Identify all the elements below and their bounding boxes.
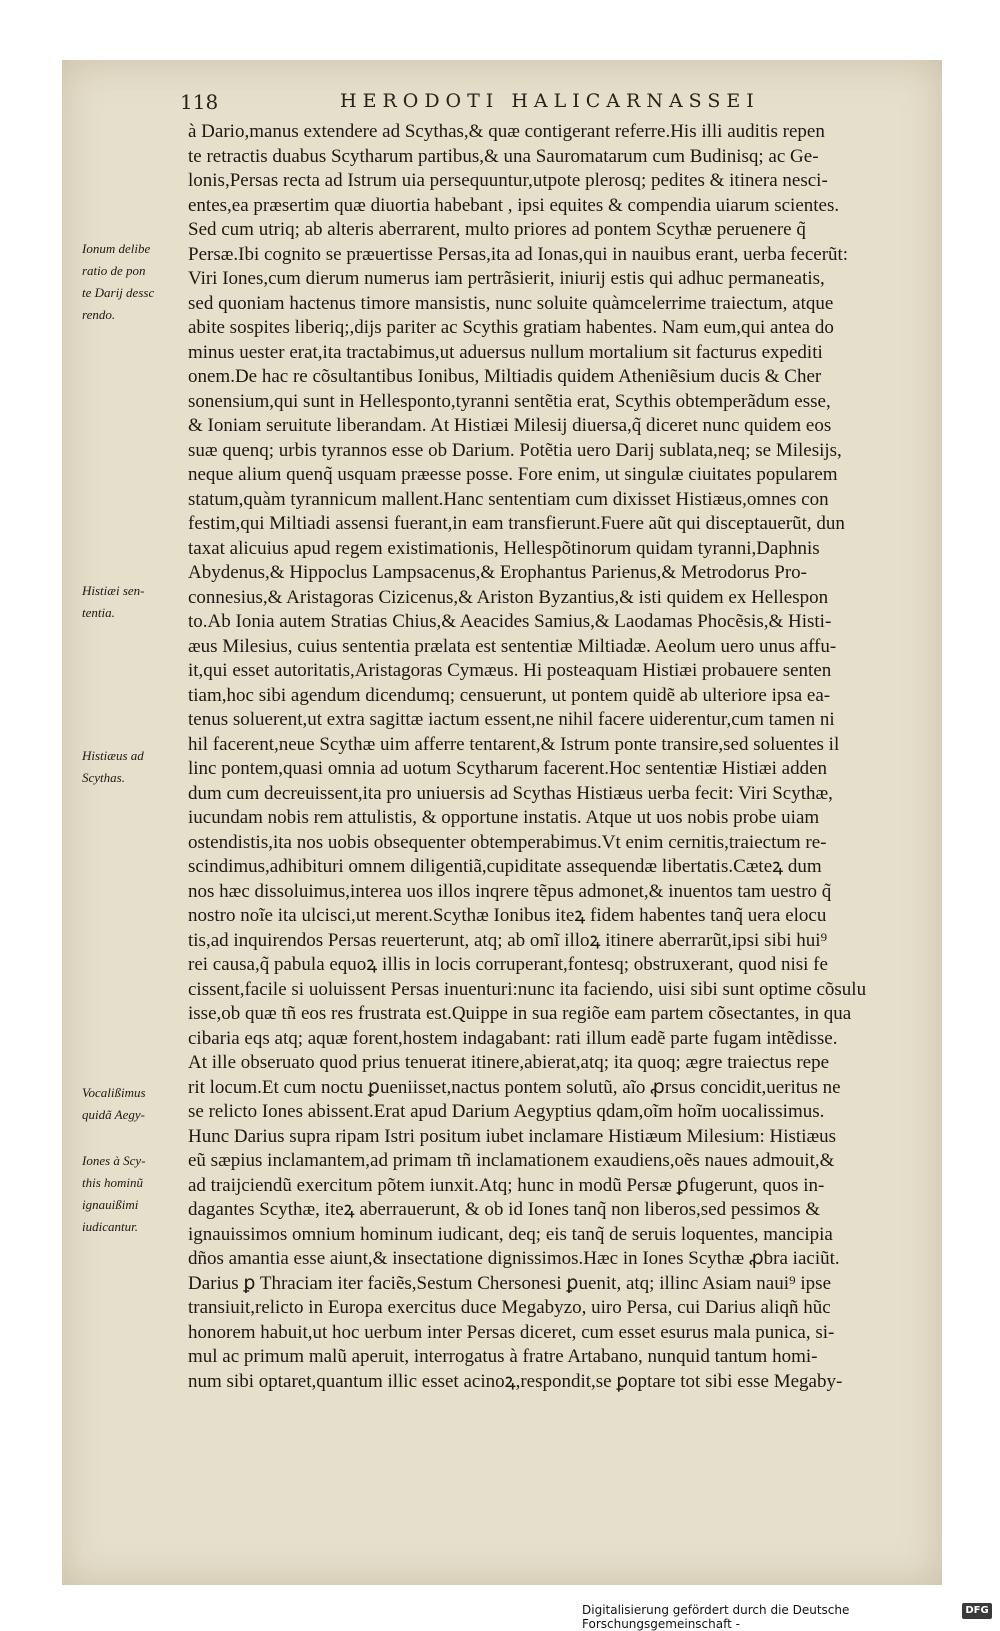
text-line: dagantes Scythæ, iteꝝ aberrauerunt, & ob id Iones tanq̃ non liberos,sed pessimos & [188, 1199, 821, 1220]
marginal-note-line: ignauißimi [82, 1197, 139, 1212]
text-line: scindimus,adhibituri omnem diligentiã,cupiditate assequendæ libertatis.Cæteꝝ dum [188, 856, 822, 877]
text-line: ostendistis,ita nos uobis obsequenter obtemperabimus.Vt enim cernitis,traiectum re- [188, 831, 827, 853]
text-line: suæ quenq; urbis tyrannos esse ob Darium. Potẽtia uero Darij sublata,neq; se Milesijs, [188, 439, 842, 461]
footer-bar [570, 1600, 1000, 1631]
text-line: onem.De hac re cõsultantibus Ionibus, Miltiadis quidem Atheniẽsium ducis & Cher [188, 366, 822, 387]
text-line: eũ sæpius inclamantem,ad primam tñ inclamationem exaudiens,oẽs naues admouit,& [188, 1150, 835, 1171]
marginal-note [82, 238, 182, 326]
text-line: tiam,hoc sibi agendum dicendumq; censuerunt, ut pontem quidẽ ab ulteriore ipsa ea- [188, 684, 831, 706]
text-line: à Dario,manus extendere ad Scythas,& quæ contigerant referre.His illi auditis repen [188, 121, 825, 142]
text-line: rit locum.Et cum noctu ꝑueniisset,nactus pontem solutũ, aĩo ꝓrsus concidit,ueritus ne [188, 1076, 841, 1098]
marginal-note [82, 580, 182, 624]
text-line: Hunc Darius supra ripam Istri positum iubet inclamare Histiæum Milesium: Histiæus [188, 1125, 837, 1147]
text-line: cissent,facile si uoluissent Persas inuenturi:nunc ita faciendo, uisi sibi sunt optime cõsulu [188, 978, 867, 1000]
marginal-note [82, 745, 182, 789]
text-line: tis,ad inquirendos Persas reuerterunt, atq; ab omĩ illoꝝ itinere aberrarũt,ipsi sibi hui⁹ [188, 929, 828, 951]
text-line: rei causa,q̃ pabula equoꝝ illis in locis corruperant,fontesq; obstruxerant, quod nisi fe [188, 954, 828, 975]
text-line: hil facerent,neue Scythæ uim afferre tentarent,& Istrum ponte transire,sed soluentes il [188, 733, 840, 755]
text-line: nos hæc dissoluimus,interea uos illos inqrere tẽpus admonet,& inuentos tam uestro q̃ [188, 880, 832, 902]
text-line: entes,ea præsertim quæ diuortia habebant , ipsi equites & compendia uiarum scientes. [188, 194, 840, 216]
text-line: sonensium,qui sunt in Hellesponto,tyranni sentẽtia erat, Scythis obtemperãdum esse, [188, 390, 831, 412]
running-title: HERODOTI HALICARNASSEI [340, 90, 760, 112]
text-line: nostro noĩe ita ulcisci,ut merent.Scythæ Ionibus iteꝝ fidem habentes tanq̃ uera elocu [188, 905, 827, 926]
body-text [188, 120, 913, 1392]
text-line: æus Milesius, cuius sententia prælata est sententiæ Miltiadæ. Aeolum uero unus affu- [188, 635, 837, 657]
text-line: Abydenus,& Hippoclus Lampsacenus,& Erophantus Parienus,& Metrodorus Pro- [188, 562, 807, 583]
text-line: abite sospites liberiq;,dijs pariter ac Scythis gratiam habentes. Nam eum,qui antea do [188, 317, 834, 338]
marginal-note-line: Ionum delibe [82, 241, 151, 256]
text-line: linc pontem,quasi omnia ad uotum Scytharum facerent.Hoc sententiæ Histiæi adden [188, 758, 827, 779]
text-line: Darius ꝑ Thraciam iter faciẽs,Sestum Chersonesi ꝑuenit, atq; illinc Asiam naui⁹ ipse [188, 1272, 832, 1294]
marginal-note-line: this hominũ [82, 1175, 144, 1190]
text-line: At ille obseruato quod prius tenuerat itinere,abierat,atq; ita quoq; ægre traiectus repe [188, 1052, 830, 1073]
text-line: se relicto Iones abissent.Erat apud Darium Aegyptius qdam,oĩm hoĩm uocalissimus. [188, 1101, 825, 1122]
text-line: lonis,Persas recta ad Istrum uia persequuntur,utpote plerosq; pedites & itinera nesci- [188, 170, 828, 191]
marginal-note-line: tentia. [82, 605, 115, 620]
text-line: num sibi optaret,quantum illic esset acinoꝝ,respondit,se ꝑoptare tot sibi esse Megaby- [188, 1370, 843, 1392]
text-line: tenus soluerent,ut extra sagittæ iactum essent,ne nihil facere uiderentur,cum tamen ni [188, 709, 835, 730]
marginal-note-line: Scythas. [82, 770, 125, 785]
text-line: iucundam nobis rem attulistis, & opportune instatis. Atque ut uos nobis probe uiam [188, 807, 820, 828]
text-line: transiuit,relicto in Europa exercitus duce Megabyzo, uiro Persa, cui Darius aliqñ hũc [188, 1297, 831, 1318]
marginal-note-line: iudicantur. [82, 1219, 138, 1234]
text-line: sed quoniam hactenus timore mansistis, nunc soluite quàmcelerrime traiectum, atque [188, 292, 834, 314]
marginal-note-line: te Darij dessc [82, 285, 155, 300]
text-line: minus uester erat,ita tractabimus,ut aduersus nullum mortalium sit facturus expediti [188, 341, 823, 363]
text-line: & Ioniam seruitute liberandam. At Histiæi Milesij diuersa,q̃ diceret nunc quidem eos [188, 415, 832, 436]
marginal-note-line: Histiæus ad [82, 748, 144, 763]
text-line: honorem habuit,ut hoc uerbum inter Persas diceret, cum esset esurus mala punica, si- [188, 1321, 835, 1343]
marginal-note-line: quidã Aegy- [82, 1107, 145, 1122]
text-line: dum cum decreuissent,ita pro uniuersis ad Scythas Histiæus uerba fecit: Viri Scythæ, [188, 782, 833, 804]
marginal-note-line: Vocalißimus [82, 1085, 146, 1100]
text-line: Persæ.Ibi cognito se præuertisse Persas,ita ad Ionas,qui in nauibus erant, uerba fecerũt: [188, 243, 849, 265]
text-line: it,qui esset autoritatis,Aristagoras Cymæus. Hi posteaquam Histiæi probauere senten [188, 660, 832, 681]
text-line: te retractis duabus Scytharum partibus,& una Sauromatarum cum Budinisq; ac Ge- [188, 145, 819, 167]
marginal-note [82, 1150, 182, 1238]
text-line: festim,qui Miltiadi assensi fuerant,in eam transfierunt.Fuere aũt qui disceptauerũt, dun [188, 513, 845, 534]
text-line: mul ac primum malũ aperuit, interrogatus à fratre Artabano, nunquid tantum homi- [188, 1346, 818, 1367]
marginal-note [82, 1082, 182, 1126]
page-header [180, 90, 900, 116]
text-line: to.Ab Ionia autem Stratias Chius,& Aeacides Samius,& Laodamas Phocẽsis,& Histi- [188, 611, 832, 632]
text-line: neque alium quenq̃ usquam præesse posse. Fore enim, ut singulæ ciuitates popularem [188, 464, 838, 485]
text-line: statum,quàm tyrannicum mallent.Hanc sententiam cum dixisset Histiæus,omnes con [188, 488, 829, 510]
text-line: connesius,& Aristagoras Cizicenus,& Ariston Byzantius,& isti quidem ex Hellespon [188, 586, 829, 608]
text-line: cibaria eqs atq; aquæ forent,hostem indagabant: rati illum eadẽ parte fugam intẽdisse. [188, 1027, 838, 1049]
page-number: 118 [180, 90, 219, 114]
text-line: ad traijciendũ exercitum põtem iunxit.Atq; hunc in modũ Persæ ꝑfugerunt, quos in- [188, 1174, 825, 1196]
footer-text: Digitalisierung gefördert durch die Deutsche Forschungsgemeinschaft - [582, 1603, 850, 1631]
marginal-note-line: Histiæi sen- [82, 583, 145, 598]
text-line: Viri Iones,cum dierum numerus iam pertrãsierit, iniurij estis qui adhuc permaneatis, [188, 268, 825, 289]
text-line: Sed cum utriq; ab alteris aberrarent, multo priores ad pontem Scythæ peruenere q̃ [188, 219, 806, 240]
dfg-logo: DFG [962, 1603, 992, 1619]
text-line: isse,ob quæ tñ eos res frustrata est.Quippe in sua regiõe eam partem cõsectantes, in qua [188, 1003, 852, 1024]
marginal-note-line: ratio de pon [82, 263, 146, 278]
text-line: taxat alicuius apud regem existimationis, Hellespõtinorum quidam tyranni,Daphnis [188, 537, 820, 559]
marginal-note-line: rendo. [82, 307, 116, 322]
marginal-note-line: Iones à Scy- [82, 1153, 146, 1168]
text-line: ignauissimos omnium hominum iudicant, deq; eis tanq̃ de seruis loquentes, mancipia [188, 1223, 833, 1245]
text-line: dños amantia esse aiunt,& insectatione dignissimos.Hæc in Iones Scythæ ꝓbra iaciũt. [188, 1248, 840, 1269]
